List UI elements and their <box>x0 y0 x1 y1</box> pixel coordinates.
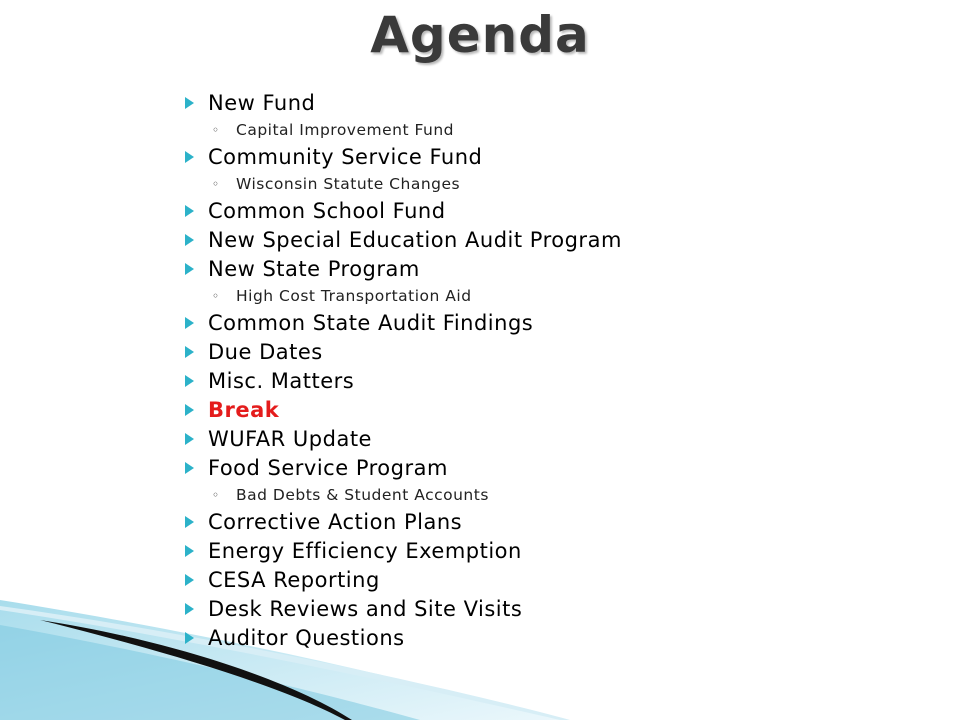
agenda-item-label: WUFAR Update <box>208 426 372 451</box>
agenda-item-label: Misc. Matters <box>208 368 355 393</box>
triangle-right-icon <box>185 545 208 557</box>
triangle-right-icon <box>185 603 208 615</box>
agenda-item <box>185 88 905 117</box>
agenda-item <box>185 395 905 424</box>
agenda-item-label: Common State Audit Findings <box>208 310 534 335</box>
agenda-item <box>185 594 905 623</box>
agenda-sub-item <box>212 117 905 142</box>
agenda-sub-item-label: High Cost Transportation Aid <box>236 286 472 305</box>
agenda-item <box>185 366 905 395</box>
triangle-right-icon <box>185 234 208 246</box>
circle-bullet-icon: ◦ <box>212 176 220 191</box>
slide-title: Agenda <box>370 6 590 64</box>
agenda-sub-item <box>212 171 905 196</box>
agenda-item <box>185 507 905 536</box>
agenda-item <box>185 424 905 453</box>
circle-bullet-icon: ◦ <box>212 487 220 502</box>
agenda-item <box>185 196 905 225</box>
triangle-right-icon <box>185 263 208 275</box>
agenda-item <box>185 337 905 366</box>
agenda-item <box>185 254 905 283</box>
circle-bullet-icon: ◦ <box>212 288 220 303</box>
triangle-right-icon <box>185 317 208 329</box>
agenda-item-label: Food Service Program <box>208 455 448 480</box>
agenda-item <box>185 623 905 652</box>
agenda-sub-item <box>212 482 905 507</box>
agenda-item-label: Due Dates <box>208 339 323 364</box>
triangle-right-icon <box>185 632 208 644</box>
agenda-item-label: Energy Efficiency Exemption <box>208 538 522 563</box>
agenda-item-label: Desk Reviews and Site Visits <box>208 596 523 621</box>
triangle-right-icon <box>185 151 208 163</box>
agenda-item-label: Break <box>208 397 280 422</box>
triangle-right-icon <box>185 346 208 358</box>
triangle-right-icon <box>185 404 208 416</box>
agenda-list <box>185 88 905 652</box>
agenda-item-label: Auditor Questions <box>208 625 405 650</box>
agenda-sub-item-label: Wisconsin Statute Changes <box>236 174 461 193</box>
triangle-right-icon <box>185 516 208 528</box>
agenda-sub-item-label: Capital Improvement Fund <box>236 120 455 139</box>
agenda-item-label: New Special Education Audit Program <box>208 227 622 252</box>
agenda-item-label: Community Service Fund <box>208 144 483 169</box>
agenda-item-label: Corrective Action Plans <box>208 509 463 534</box>
agenda-item-label: New Fund <box>208 90 316 115</box>
agenda-item <box>185 142 905 171</box>
agenda-sub-item-label: Bad Debts & Student Accounts <box>236 485 489 504</box>
agenda-item-label: CESA Reporting <box>208 567 380 592</box>
agenda-item <box>185 536 905 565</box>
triangle-right-icon <box>185 462 208 474</box>
agenda-item <box>185 453 905 482</box>
agenda-sub-item <box>212 283 905 308</box>
agenda-item <box>185 225 905 254</box>
agenda-item-label: New State Program <box>208 256 420 281</box>
triangle-right-icon <box>185 433 208 445</box>
agenda-item-label: Common School Fund <box>208 198 446 223</box>
triangle-right-icon <box>185 574 208 586</box>
circle-bullet-icon: ◦ <box>212 122 220 137</box>
triangle-right-icon <box>185 97 208 109</box>
agenda-item <box>185 565 905 594</box>
triangle-right-icon <box>185 375 208 387</box>
agenda-item <box>185 308 905 337</box>
triangle-right-icon <box>185 205 208 217</box>
